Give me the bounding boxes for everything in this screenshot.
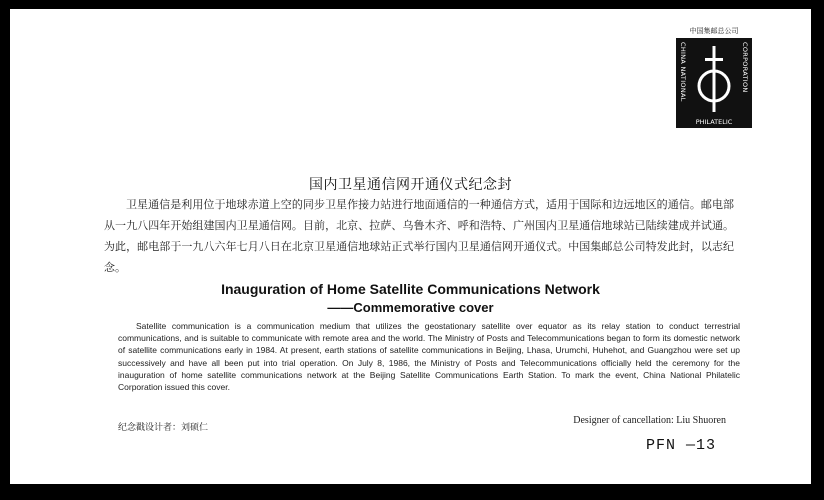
logo-chinese-text: 中国集邮总公司: [689, 27, 739, 35]
chinese-title: 国内卫星通信网开通仪式纪念封: [309, 177, 512, 193]
cnpc-logo: [674, 26, 754, 128]
english-title: Inauguration of Home Satellite Communications Network: [221, 281, 600, 297]
cover-code: PFN —13: [645, 437, 716, 454]
philatelic-symbol-icon: [676, 38, 752, 128]
designer-chinese: 纪念戳设计者：刘硕仁: [118, 423, 209, 433]
logo-emblem: [676, 38, 752, 128]
designer-english: Designer of cancellation: Liu Shuoren: [573, 415, 726, 426]
logo-bottom-text: PHILATELIC: [695, 118, 733, 126]
logo-right-text: CORPORATION: [741, 42, 749, 93]
english-body: Satellite communication is a communication medium that utilizes the geostationary satellite over equator as its relay station to conduct terrestrial communications, and is suitable to communicate with remote area and the world. The Ministry of Posts and Telecommunications began to form its domestic network of satellite communications early in 1984. At present, earth stations of satellite communications in Beijing, Lhasa, Urumchi, Huhehot, and Guangzhou were set up successively and have all been put into trial operation. On July 8, 1986, the Ministry of Posts and Telecommunications officially held the ceremony for the inauguration of home satellite communications network at the Beijing Satellite Communications Earth Station. To mark the event, China National Philatelic Corporation issued this cover.: [118, 321, 740, 393]
envelope-cover: [10, 9, 811, 484]
chinese-body: 卫星通信是利用位于地球赤道上空的同步卫星作接力站进行地面通信的一种通信方式，适用于国际和边远地区的通信。邮电部从一九八四年开始组建国内卫星通信网。目前，北京、拉萨、乌鲁木齐、呼和浩特、广州国内卫星通信地球站已陆续建成并试通。为此，邮电部于一九八六年七月八日在北京卫星通信地球站正式举行国内卫星通信网开通仪式。中国集邮总公司特发此封，以志纪念。: [104, 198, 734, 274]
logo-left-text: CHINA NATIONAL: [679, 42, 687, 102]
english-subtitle: ——Commemorative cover: [327, 300, 494, 315]
